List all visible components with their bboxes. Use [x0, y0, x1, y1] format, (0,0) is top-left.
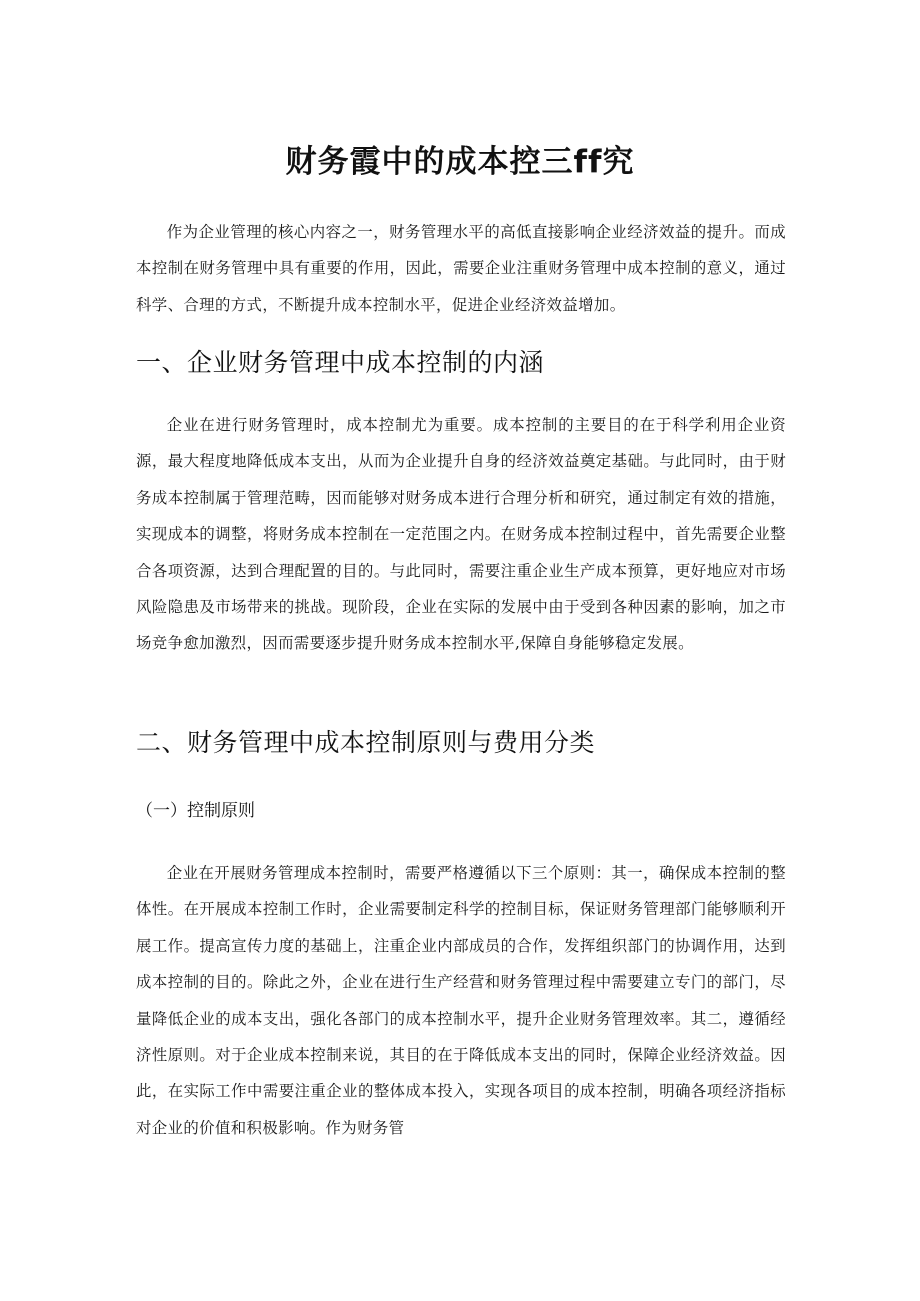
document-title: 财务霞中的成本控三ff究 [285, 144, 635, 180]
subsection-1-paragraph: 企业在开展财务管理成本控制时，需要严格遵循以下三个原则：其一，确保成本控制的整体性。在开展成本控制工作时，企业需要制定科学的控制目标，保证财务管理部门能够顺利开展工作。提高宣传力度的基础上，注重企业内部成员的合作，发挥组织部门的协调作用，达到成本控制的目的。除此之外，企业在进行生产经营和财务管理过程中需要建立专门的部门，尽量降低企业的成本支出，强化各部门的成本控制水平，提升企业财务管理效率。其二，遵循经济性原则。对于企业成本控制来说，其目的在于降低成本支出的同时，保障企业经济效益。因此，在实际工作中需要注重企业的整体成本投入，实现各项目的成本控制，明确各项经济指标对企业的价值和积极影响。作为财务管 [136, 864, 786, 1137]
section-1-paragraph: 企业在进行财务管理时，成本控制尤为重要。成本控制的主要目的在于科学利用企业资源，最大程度地降低成本支出，从而为企业提升自身的经济效益奠定基础。与此同时，由于财务成本控制属于管理范畴，因而能够对财务成本进行合理分析和研究，通过制定有效的措施，实现成本的调整，将财务成本控制在一定范围之内。在财务成本控制过程中，首先需要企业整合各项资源，达到合理配置的目的。与此同时，需要注重企业生产成本预算，更好地应对市场风险隐患及市场带来的挑战。现阶段，企业在实际的发展中由于受到各种因素的影响，加之市场竞争愈加激烈，因而需要逐步提升财务成本控制水平,保障自身能够稳定发展。 [136, 416, 786, 653]
section-2-heading: 二、财务管理中成本控制原则与费用分类 [136, 728, 596, 757]
intro-paragraph: 作为企业管理的核心内容之一，财务管理水平的高低直接影响企业经济效益的提升。而成本控制在财务管理中具有重要的作用，因此，需要企业注重财务管理中成本控制的意义，通过科学、合理的方式，不断提升成本控制水平，促进企业经济效益增加。 [136, 223, 786, 314]
section-1-heading: 一、企业财务管理中成本控制的内涵 [136, 348, 545, 377]
subsection-1-heading: （一）控制原则 [136, 801, 255, 821]
